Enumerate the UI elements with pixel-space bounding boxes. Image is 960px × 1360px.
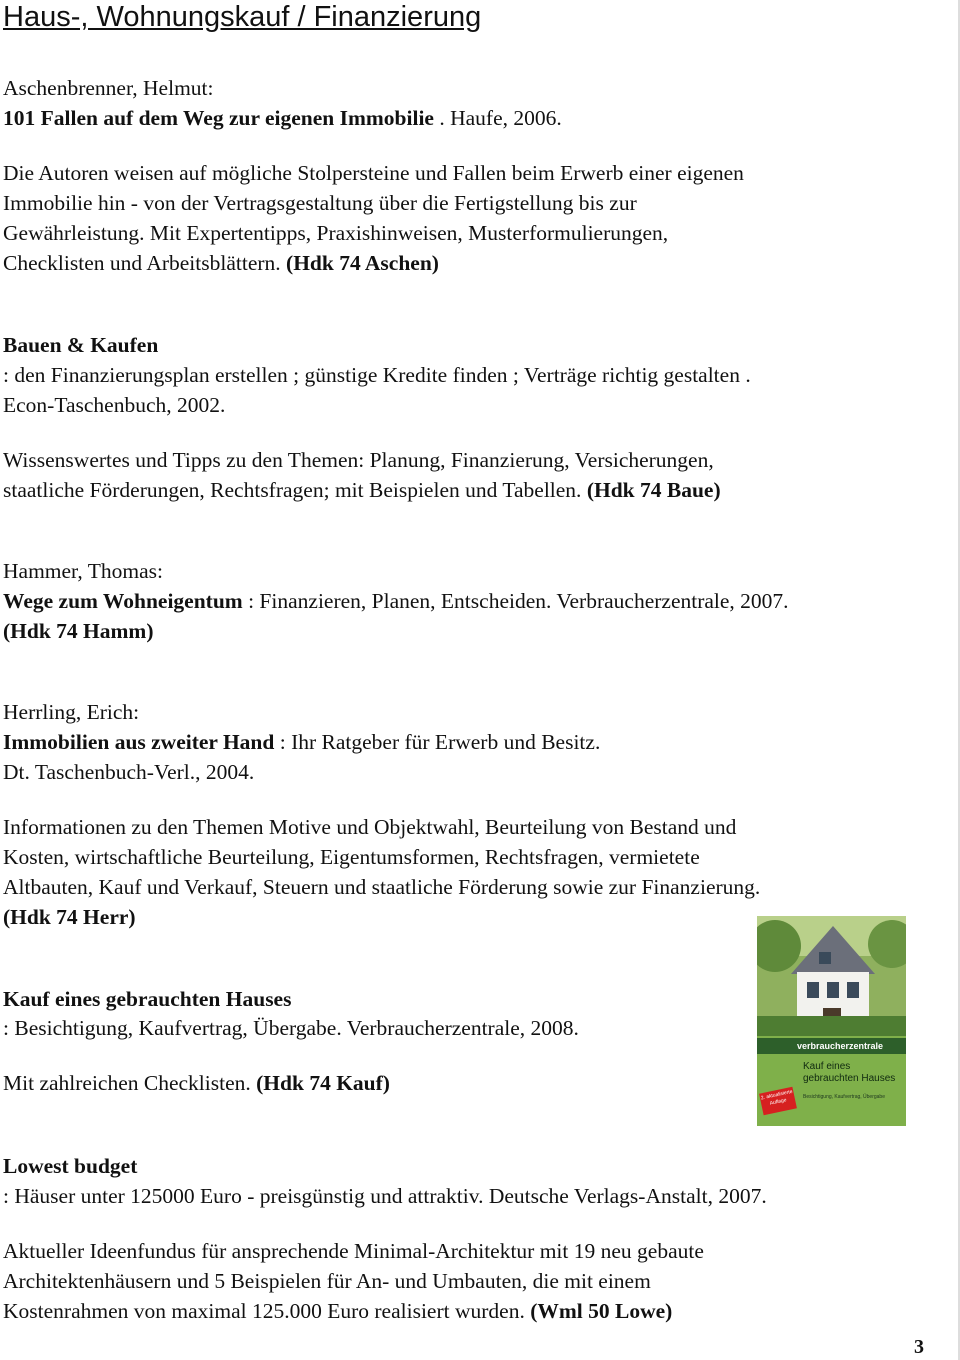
- description-line: [3, 475, 721, 505]
- citation: [3, 103, 562, 133]
- publisher: . Haufe, 2006.: [433, 106, 562, 130]
- page-title: Haus-, Wohnungskauf / Finanzierung: [3, 1, 482, 33]
- publisher: Econ-Taschenbuch, 2002.: [3, 393, 226, 417]
- shelf-signature: (Hdk 74 Kauf): [256, 1071, 390, 1095]
- cover-brand: verbraucherzentrale: [757, 1038, 906, 1054]
- page-number: 3: [914, 1336, 924, 1358]
- description-line: Kosten, wirtschaftliche Beurteilung, Eigentumsformen, Rechtsfragen, vermietete: [3, 845, 700, 869]
- description-line: Die Autoren weisen auf mögliche Stolpersteine und Fallen beim Erwerb einer eigenen: [3, 161, 744, 185]
- author: Aschenbrenner, Helmut:: [3, 76, 214, 100]
- publisher: : Finanzieren, Planen, Entscheiden. Verbraucherzentrale, 2007.: [242, 589, 789, 613]
- book-title: Wege zum Wohneigentum: [3, 589, 243, 613]
- shelf-signature: (Wml 50 Lowe): [530, 1299, 673, 1323]
- shelf-signature: (Hdk 74 Herr): [3, 905, 136, 929]
- description-text: Checklisten und Arbeitsblättern.: [3, 251, 287, 275]
- description-line: [3, 1296, 672, 1326]
- description-text: Mit zahlreichen Checklisten.: [3, 1071, 257, 1095]
- description-line: Wissenswertes und Tipps zu den Themen: Planung, Finanzierung, Versicherungen,: [3, 448, 714, 472]
- description-text: staatliche Förderungen, Rechtsfragen; mit Beispielen und Tabellen.: [3, 478, 587, 502]
- description-line: Immobilie hin - von der Vertragsgestaltung über die Fertigstellung bis zur: [3, 191, 637, 215]
- citation: [3, 586, 789, 616]
- book-title: Immobilien aus zweiter Hand: [3, 730, 275, 754]
- publisher: Dt. Taschenbuch-Verl., 2004.: [3, 760, 255, 784]
- book-title: Bauen & Kaufen: [3, 333, 159, 357]
- book-title: 101 Fallen auf dem Weg zur eigenen Immobilie: [3, 106, 434, 130]
- citation: [3, 727, 600, 757]
- description-text: Kostenrahmen von maximal 125.000 Euro realisiert wurden.: [3, 1299, 531, 1323]
- description-line: [3, 1068, 390, 1098]
- author: Herrling, Erich:: [3, 700, 140, 724]
- cover-subtitle: Besichtigung, Kaufvertrag, Übergabe: [803, 1094, 885, 1100]
- description-line: [3, 248, 439, 278]
- book-title: Lowest budget: [3, 1154, 138, 1178]
- subtitle: : Häuser unter 125000 Euro - preisgünstig und attraktiv. Deutsche Verlags-Anstalt, 2007.: [3, 1184, 767, 1208]
- book-title: Kauf eines gebrauchten Hauses: [3, 987, 292, 1011]
- cover-title-line: Kauf eines: [803, 1061, 851, 1072]
- cover-title-line: gebrauchten Hauses: [803, 1073, 896, 1084]
- description-line: Informationen zu den Themen Motive und Objektwahl, Beurteilung von Bestand und: [3, 815, 737, 839]
- description-line: Gewährleistung. Mit Expertentipps, Praxishinweisen, Musterformulierungen,: [3, 221, 669, 245]
- book-cover-image: [757, 916, 906, 1126]
- cover-badge: 2. aktualisierte Auflage: [759, 1087, 797, 1116]
- description-line: Aktueller Ideenfundus für ansprechende Minimal-Architektur mit 19 neu gebaute: [3, 1239, 704, 1263]
- cover-title: [803, 1061, 903, 1085]
- description-line: Architektenhäusern und 5 Beispielen für An- und Umbauten, die mit einem: [3, 1269, 651, 1293]
- shelf-signature: (Hdk 74 Baue): [586, 478, 721, 502]
- subtitle: : Ihr Ratgeber für Erwerb und Besitz.: [274, 730, 601, 754]
- subtitle: : Besichtigung, Kaufvertrag, Übergabe. Verbraucherzentrale, 2008.: [3, 1016, 579, 1040]
- shelf-signature: (Hdk 74 Aschen): [286, 251, 439, 275]
- subtitle: : den Finanzierungsplan erstellen ; günstige Kredite finden ; Verträge richtig gestalten .: [3, 363, 751, 387]
- shelf-signature: (Hdk 74 Hamm): [3, 619, 154, 643]
- author: Hammer, Thomas:: [3, 559, 163, 583]
- description-line: Altbauten, Kauf und Verkauf, Steuern und staatliche Förderung sowie zur Finanzierung.: [3, 875, 761, 899]
